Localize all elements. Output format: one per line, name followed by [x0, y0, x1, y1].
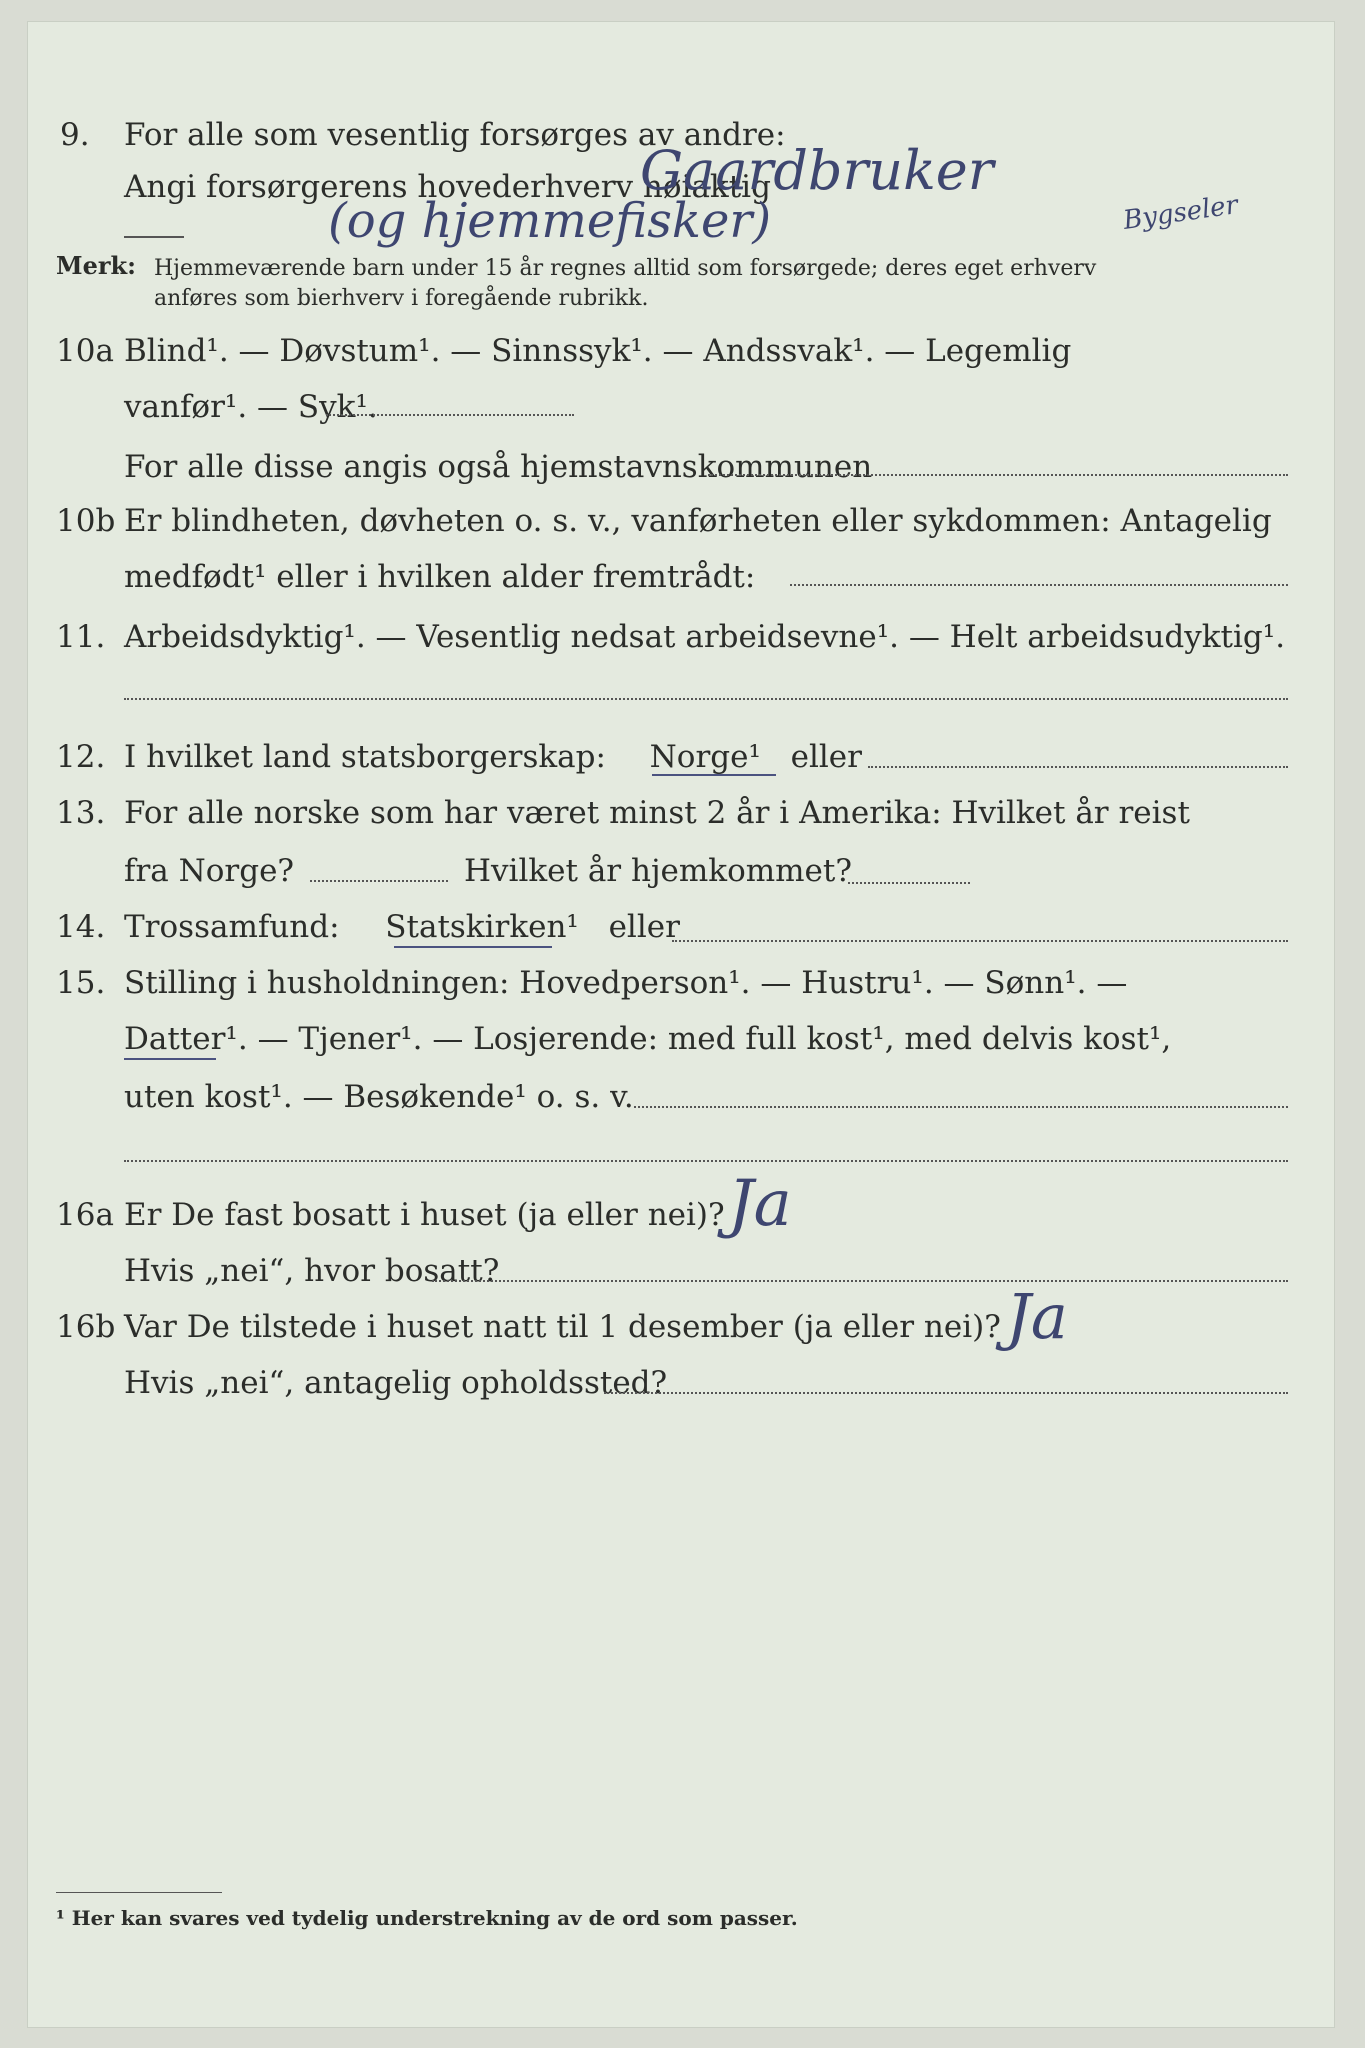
- q14-statskirken-underline: [394, 946, 552, 948]
- merk-line1: Hjemmeværende barn under 15 år regnes alltid som forsørgede; deres eget erhverv: [154, 256, 1097, 281]
- q11-answer-line: [124, 698, 1288, 700]
- q16b-line1: Var De tilstede i huset natt til 1 desember (ja eller nei)?: [124, 1309, 1001, 1345]
- q16a-answer-line: [432, 1280, 1288, 1282]
- q13-return-line: [848, 882, 970, 884]
- q12-norge-underline: [652, 774, 776, 776]
- q16a-line1: Er De fast bosatt i huset (ja eller nei)?: [124, 1197, 725, 1233]
- merk-line2: anføres som bierhverv i foregående rubrikk.: [154, 286, 649, 311]
- q9-number: 9.: [60, 117, 90, 153]
- q15-number: 15.: [56, 965, 106, 1001]
- q10b-line1: Er blindheten, døvheten o. s. v., vanførheten eller sykdommen: Antagelig: [124, 503, 1272, 539]
- q15-extra-line: [124, 1160, 1288, 1162]
- q13-line2b: Hvilket år hjemkommet?: [464, 853, 852, 889]
- q13-number: 13.: [56, 795, 106, 831]
- q9-rule-start: [124, 236, 184, 238]
- q14-option-eller: eller: [608, 909, 680, 945]
- q16b-line2: Hvis „nei“, antagelig opholdssted?: [124, 1365, 668, 1401]
- q15-line2-rest: — Tjener¹. — Losjerende: med full kost¹, med delvis kost¹,: [257, 1021, 1172, 1057]
- q15-option-datter: Datter¹.: [124, 1021, 248, 1057]
- q15-line3: uten kost¹. — Besøkende¹ o. s. v.: [124, 1079, 634, 1115]
- q9-handwritten-note: Bygseler: [1121, 190, 1240, 236]
- q9-handwritten-answer-2: (og hjemmefisker): [328, 193, 772, 249]
- q10a-answer-line: [326, 414, 574, 416]
- q10a-number: 10a: [56, 333, 114, 369]
- q14-answer-line: [672, 940, 1288, 942]
- q16a-handwritten-answer: Ja: [728, 1167, 792, 1241]
- q9-line2: Angi forsørgerens hovederhverv nøiaktig: [124, 169, 771, 205]
- q14-number: 14.: [56, 909, 106, 945]
- q16a-line2: Hvis „nei“, hvor bosatt?: [124, 1253, 500, 1289]
- q9-handwritten-answer: Gaardbruker: [640, 139, 994, 202]
- q10b-number: 10b: [56, 503, 116, 539]
- q10b-answer-line: [790, 584, 1288, 586]
- q12-number: 12.: [56, 739, 106, 775]
- q14-label: Trossamfund:: [124, 909, 340, 945]
- q14-option-statskirken: Statskirken¹: [385, 909, 579, 945]
- footnote: ¹ Her kan svares ved tydelig understrekning av de ord som passer.: [56, 1906, 798, 1930]
- census-form: [28, 22, 1334, 2027]
- q9-line1: For alle som vesentlig forsørges av andre:: [124, 117, 786, 153]
- q15-answer-line: [634, 1106, 1288, 1108]
- q12-option-norge: Norge¹: [649, 739, 761, 775]
- q12-answer-line: [868, 766, 1288, 768]
- q16b-handwritten-answer: Ja: [1006, 1280, 1068, 1353]
- q12-line1: [124, 739, 862, 775]
- q15-line1: Stilling i husholdningen: Hovedperson¹. — Hustru¹. — Sønn¹. —: [124, 965, 1128, 1001]
- q12-label: I hvilket land statsborgerskap:: [124, 739, 606, 775]
- q13-departure-line: [310, 880, 448, 882]
- q15-line2: [124, 1021, 1172, 1057]
- footnote-rule: [56, 1892, 222, 1893]
- q11-number: 11.: [56, 619, 106, 655]
- form-page: [28, 22, 1334, 2027]
- q11-line1: Arbeidsdyktig¹. — Vesentlig nedsat arbeidsevne¹. — Helt arbeidsudyktig¹.: [124, 619, 1286, 655]
- q13-line1: For alle norske som har været minst 2 år i Amerika: Hvilket år reist: [124, 795, 1190, 831]
- q13-line2a: fra Norge?: [124, 853, 295, 889]
- merk-label: Merk:: [56, 251, 136, 280]
- q15-datter-underline: [124, 1058, 216, 1060]
- q14-line1: [124, 909, 680, 945]
- q10a-line1: Blind¹. — Døvstum¹. — Sinnssyk¹. — Andssvak¹. — Legemlig: [124, 333, 1072, 369]
- q10a-line2: vanfør¹. — Syk¹.: [124, 389, 378, 425]
- q10b-line2: medfødt¹ eller i hvilken alder fremtrådt:: [124, 559, 756, 595]
- q16a-number: 16a: [56, 1197, 114, 1233]
- q12-option-eller: eller: [790, 739, 862, 775]
- q10a-line3: For alle disse angis også hjemstavnskommunen: [124, 449, 873, 485]
- q16b-number: 16b: [56, 1309, 116, 1345]
- q16b-answer-line: [604, 1392, 1288, 1394]
- q10a-hometown-line: [708, 474, 1288, 476]
